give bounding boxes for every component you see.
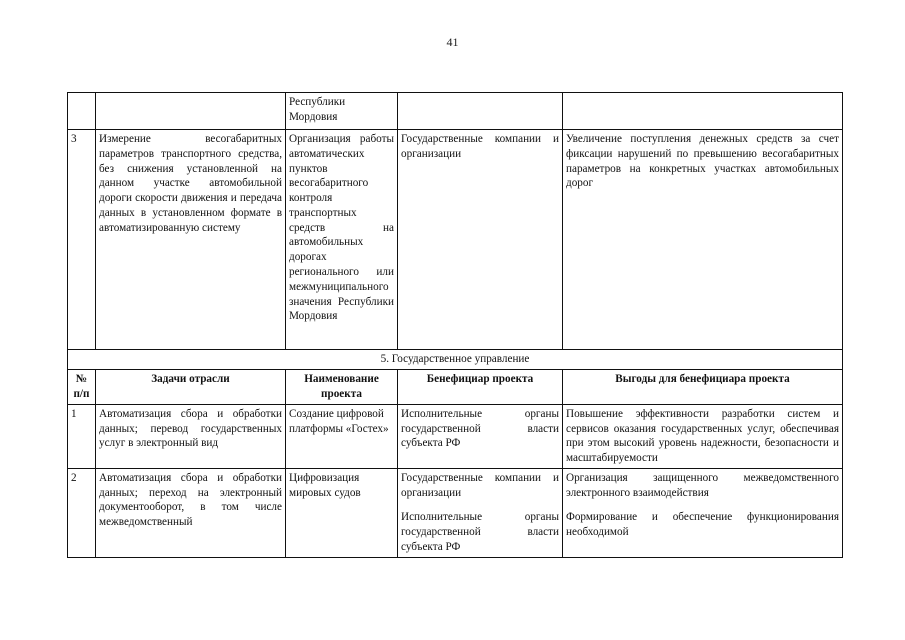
benefits-cell: Увеличение поступления денежных средств за счет фиксации нарушений по превышению весогабаритных параметров на конкретных участках автомобильных дорог (563, 130, 843, 350)
benefits-cell (563, 468, 843, 557)
header-row (68, 369, 843, 404)
benefits-entry: Формирование и обеспечение функционирования необходимой (566, 511, 839, 539)
row-number: 2 (68, 468, 96, 557)
benefits-entry: Организация защищенного межведомственного электронного взаимодействия (566, 471, 839, 499)
row-number: 1 (68, 404, 96, 468)
benefits-cell (563, 93, 843, 130)
benefits-cell: Повышение эффективности разработки систем и сервисов оказания государственных услуг, обеспечивая при этом высокий уровень надежности, безопасности и масштабируемости (563, 404, 843, 468)
task-cell: Автоматизация сбора и обработки данных; переход на электронный документооборот, в том числе межведомственный (96, 468, 286, 557)
beneficiary-cell (398, 93, 563, 130)
task-cell: Автоматизация сбора и обработки данных; перевод государственных услуг в электронный вид (96, 404, 286, 468)
section-title: 5. Государственное управление (68, 350, 843, 370)
beneficiary-entry: Исполнительные органы государственной власти субъекта РФ (401, 511, 559, 554)
project-cell: Цифровизация мировых судов (286, 468, 398, 557)
section-row (68, 350, 843, 370)
beneficiary-cell (398, 468, 563, 557)
table-row (68, 404, 843, 468)
page-number: 41 (446, 35, 459, 49)
table-row (68, 93, 843, 130)
header-project: Наименование проекта (286, 369, 398, 404)
entry-spacer (566, 500, 839, 510)
task-cell (96, 93, 286, 130)
row-number (68, 93, 96, 130)
header-beneficiary: Бенефициар проекта (398, 369, 563, 404)
project-cell: Создание цифровой платформы «Гостех» (286, 404, 398, 468)
header-task: Задачи отрасли (96, 369, 286, 404)
header-benefits: Выгоды для бенефициара проекта (563, 369, 843, 404)
row-number: 3 (68, 130, 96, 350)
entry-spacer (401, 500, 559, 510)
beneficiary-entry: Государственные компании и организации (401, 471, 559, 499)
header-num: № п/п (68, 369, 96, 404)
projects-table (67, 92, 843, 558)
project-cell: Республики Мордовия (286, 93, 398, 130)
task-cell: Измерение весогабаритных параметров транспортного средства, без снижения установленной на данном участке автомобильной дороги скорости движения и передача данных в установленном формате в автоматизированную систему (96, 130, 286, 350)
project-cell: Организация работы автоматических пунктов весогабаритного контроля транспортных средств на автомобильных дорогах регионального или межмуниципального значения Республики Мордовия (286, 130, 398, 350)
table-row (68, 130, 843, 350)
table-row (68, 468, 843, 557)
beneficiary-cell: Исполнительные органы государственной власти субъекта РФ (398, 404, 563, 468)
beneficiary-cell: Государственные компании и организации (398, 130, 563, 350)
